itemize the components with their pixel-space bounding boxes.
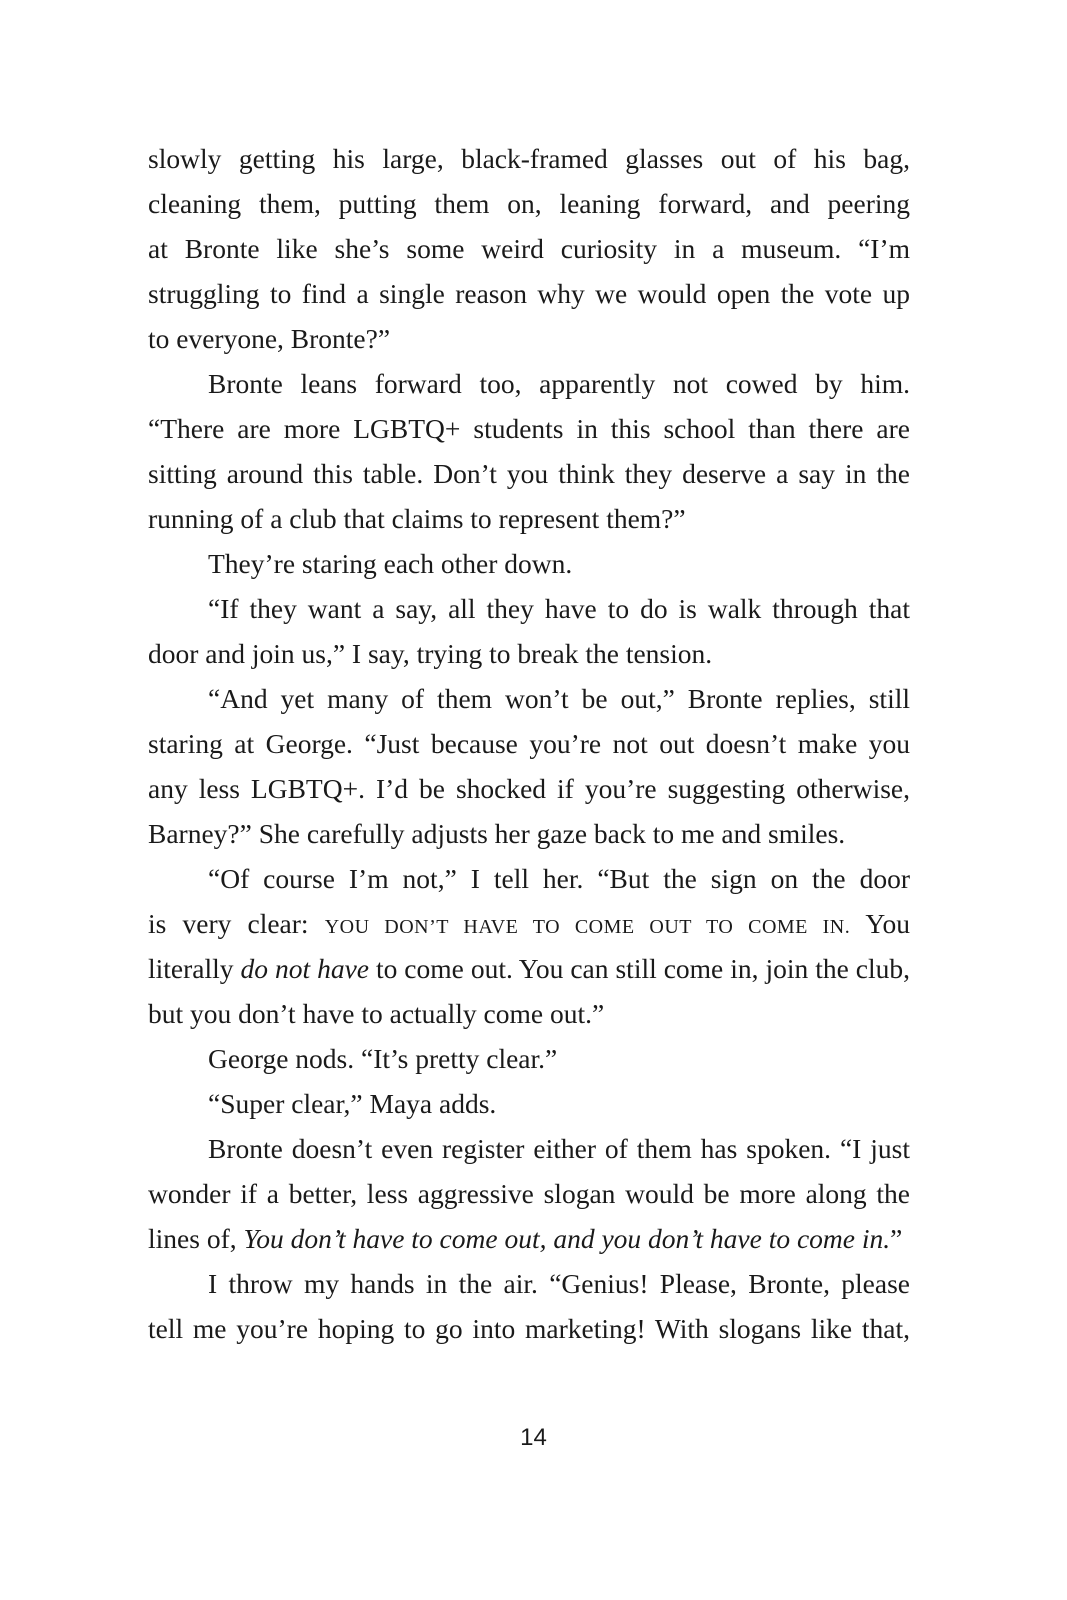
door-sign-small-caps: YOU DON’T HAVE TO COME OUT TO COME IN.	[324, 916, 851, 938]
page-number: 14	[520, 1424, 547, 1451]
text-run: to come out. You can still come in, join the club,	[368, 953, 910, 984]
emphasis-italic: do not have	[240, 953, 369, 984]
text-line: Bronte doesn’t even register either of them has spoken. “I just	[208, 1133, 910, 1164]
text-line: “If they want a say, all they have to do is walk through that	[208, 593, 910, 624]
text-line: Barney?” She carefully adjusts her gaze back to me and smiles.	[148, 818, 846, 849]
text-line: Bronte leans forward too, apparently not cowed by him.	[208, 368, 910, 399]
text-line: They’re staring each other down.	[208, 548, 573, 579]
text-line: at Bronte like she’s some weird curiosity in a museum. “I’m	[148, 233, 910, 264]
text-run: ”	[890, 1223, 903, 1254]
text-run: You	[850, 908, 910, 939]
text-line: to everyone, Bronte?”	[148, 323, 391, 354]
text-run: is very clear:	[148, 908, 325, 939]
text-line: George nods. “It’s pretty clear.”	[208, 1043, 558, 1074]
text-run: lines of,	[148, 1223, 244, 1254]
text-line: any less LGBTQ+. I’d be shocked if you’re suggesting otherwise,	[148, 773, 910, 804]
text-line: I throw my hands in the air. “Genius! Please, Bronte, please	[208, 1268, 910, 1299]
text-line: cleaning them, putting them on, leaning forward, and peering	[148, 188, 910, 219]
text-line	[148, 946, 910, 991]
text-line: struggling to find a single reason why we would open the vote up	[148, 278, 910, 309]
body-text	[148, 136, 910, 1351]
text-line	[148, 1216, 910, 1261]
text-line: “And yet many of them won’t be out,” Bronte replies, still	[208, 683, 910, 714]
text-line: “There are more LGBTQ+ students in this school than there are	[148, 413, 910, 444]
text-line: “Super clear,” Maya adds.	[208, 1088, 497, 1119]
text-line: slowly getting his large, black-framed glasses out of his bag,	[148, 143, 910, 174]
text-line: sitting around this table. Don’t you think they deserve a say in the	[148, 458, 910, 489]
text-line: “Of course I’m not,” I tell her. “But the sign on the door	[208, 863, 910, 894]
text-run: literally	[148, 953, 241, 984]
text-line: door and join us,” I say, trying to break the tension.	[148, 638, 713, 669]
slogan-italic: You don’t have to come out, and you don’t have to come in.	[243, 1223, 891, 1254]
text-line: wonder if a better, less aggressive slogan would be more along the	[148, 1178, 910, 1209]
text-line: tell me you’re hoping to go into marketing! With slogans like that,	[148, 1313, 910, 1344]
text-line: but you don’t have to actually come out.”	[148, 998, 605, 1029]
text-line: running of a club that claims to represent them?”	[148, 503, 686, 534]
text-line: staring at George. “Just because you’re not out doesn’t make you	[148, 728, 910, 759]
text-line	[148, 901, 910, 946]
